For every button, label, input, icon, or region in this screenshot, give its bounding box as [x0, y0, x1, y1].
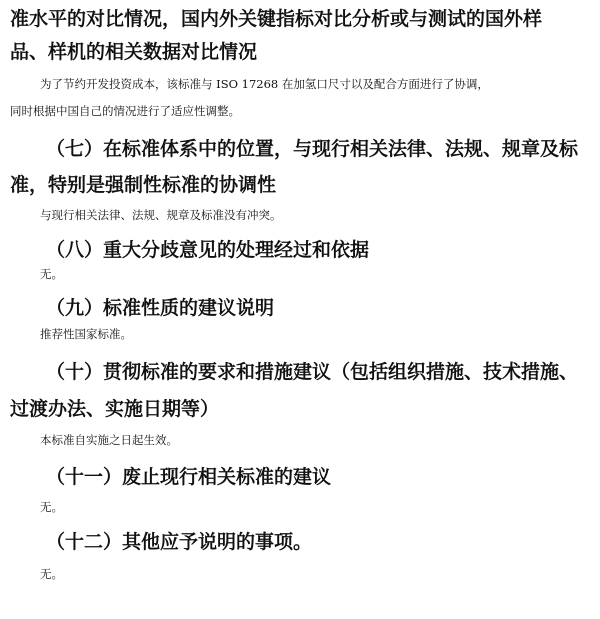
section10-title-line1: （十）贯彻标准的要求和措施建议（包括组织措施、技术措施、: [46, 361, 579, 383]
section11-body: 无。: [40, 500, 63, 514]
section6-body-line2: 同时根据中国自己的情况进行了适应性调整。: [10, 104, 240, 118]
section9-body: 推荐性国家标准。: [40, 327, 132, 341]
section6-body-line1: 为了节约开发投资成本，该标准与 ISO 17268 在加氢口尺寸以及配合方面进行了协调，: [40, 77, 489, 91]
section6-title-line1: 准水平的对比情况，国内外关键指标对比分析或与测试的国外样: [10, 8, 543, 30]
section6-title-line2: 品、样机的相关数据对比情况: [10, 41, 258, 63]
section12-title: （十二）其他应予说明的事项。: [46, 531, 313, 553]
section10-body: 本标准自实施之日起生效。: [40, 433, 178, 447]
section7-title-line1: （七）在标准体系中的位置，与现行相关法律、法规、规章及标: [46, 138, 579, 160]
section12-body: 无。: [40, 567, 63, 581]
section8-title: （八）重大分歧意见的处理经过和依据: [46, 239, 370, 261]
section7-title-line2: 准，特别是强制性标准的协调性: [10, 174, 277, 196]
section8-body: 无。: [40, 267, 63, 281]
section9-title: （九）标准性质的建议说明: [46, 297, 275, 319]
section11-title: （十一）废止现行相关标准的建议: [46, 466, 332, 488]
section7-body: 与现行相关法律、法规、规章及标准没有冲突。: [40, 208, 282, 222]
section10-title-line2: 过渡办法、实施日期等）: [10, 398, 220, 420]
